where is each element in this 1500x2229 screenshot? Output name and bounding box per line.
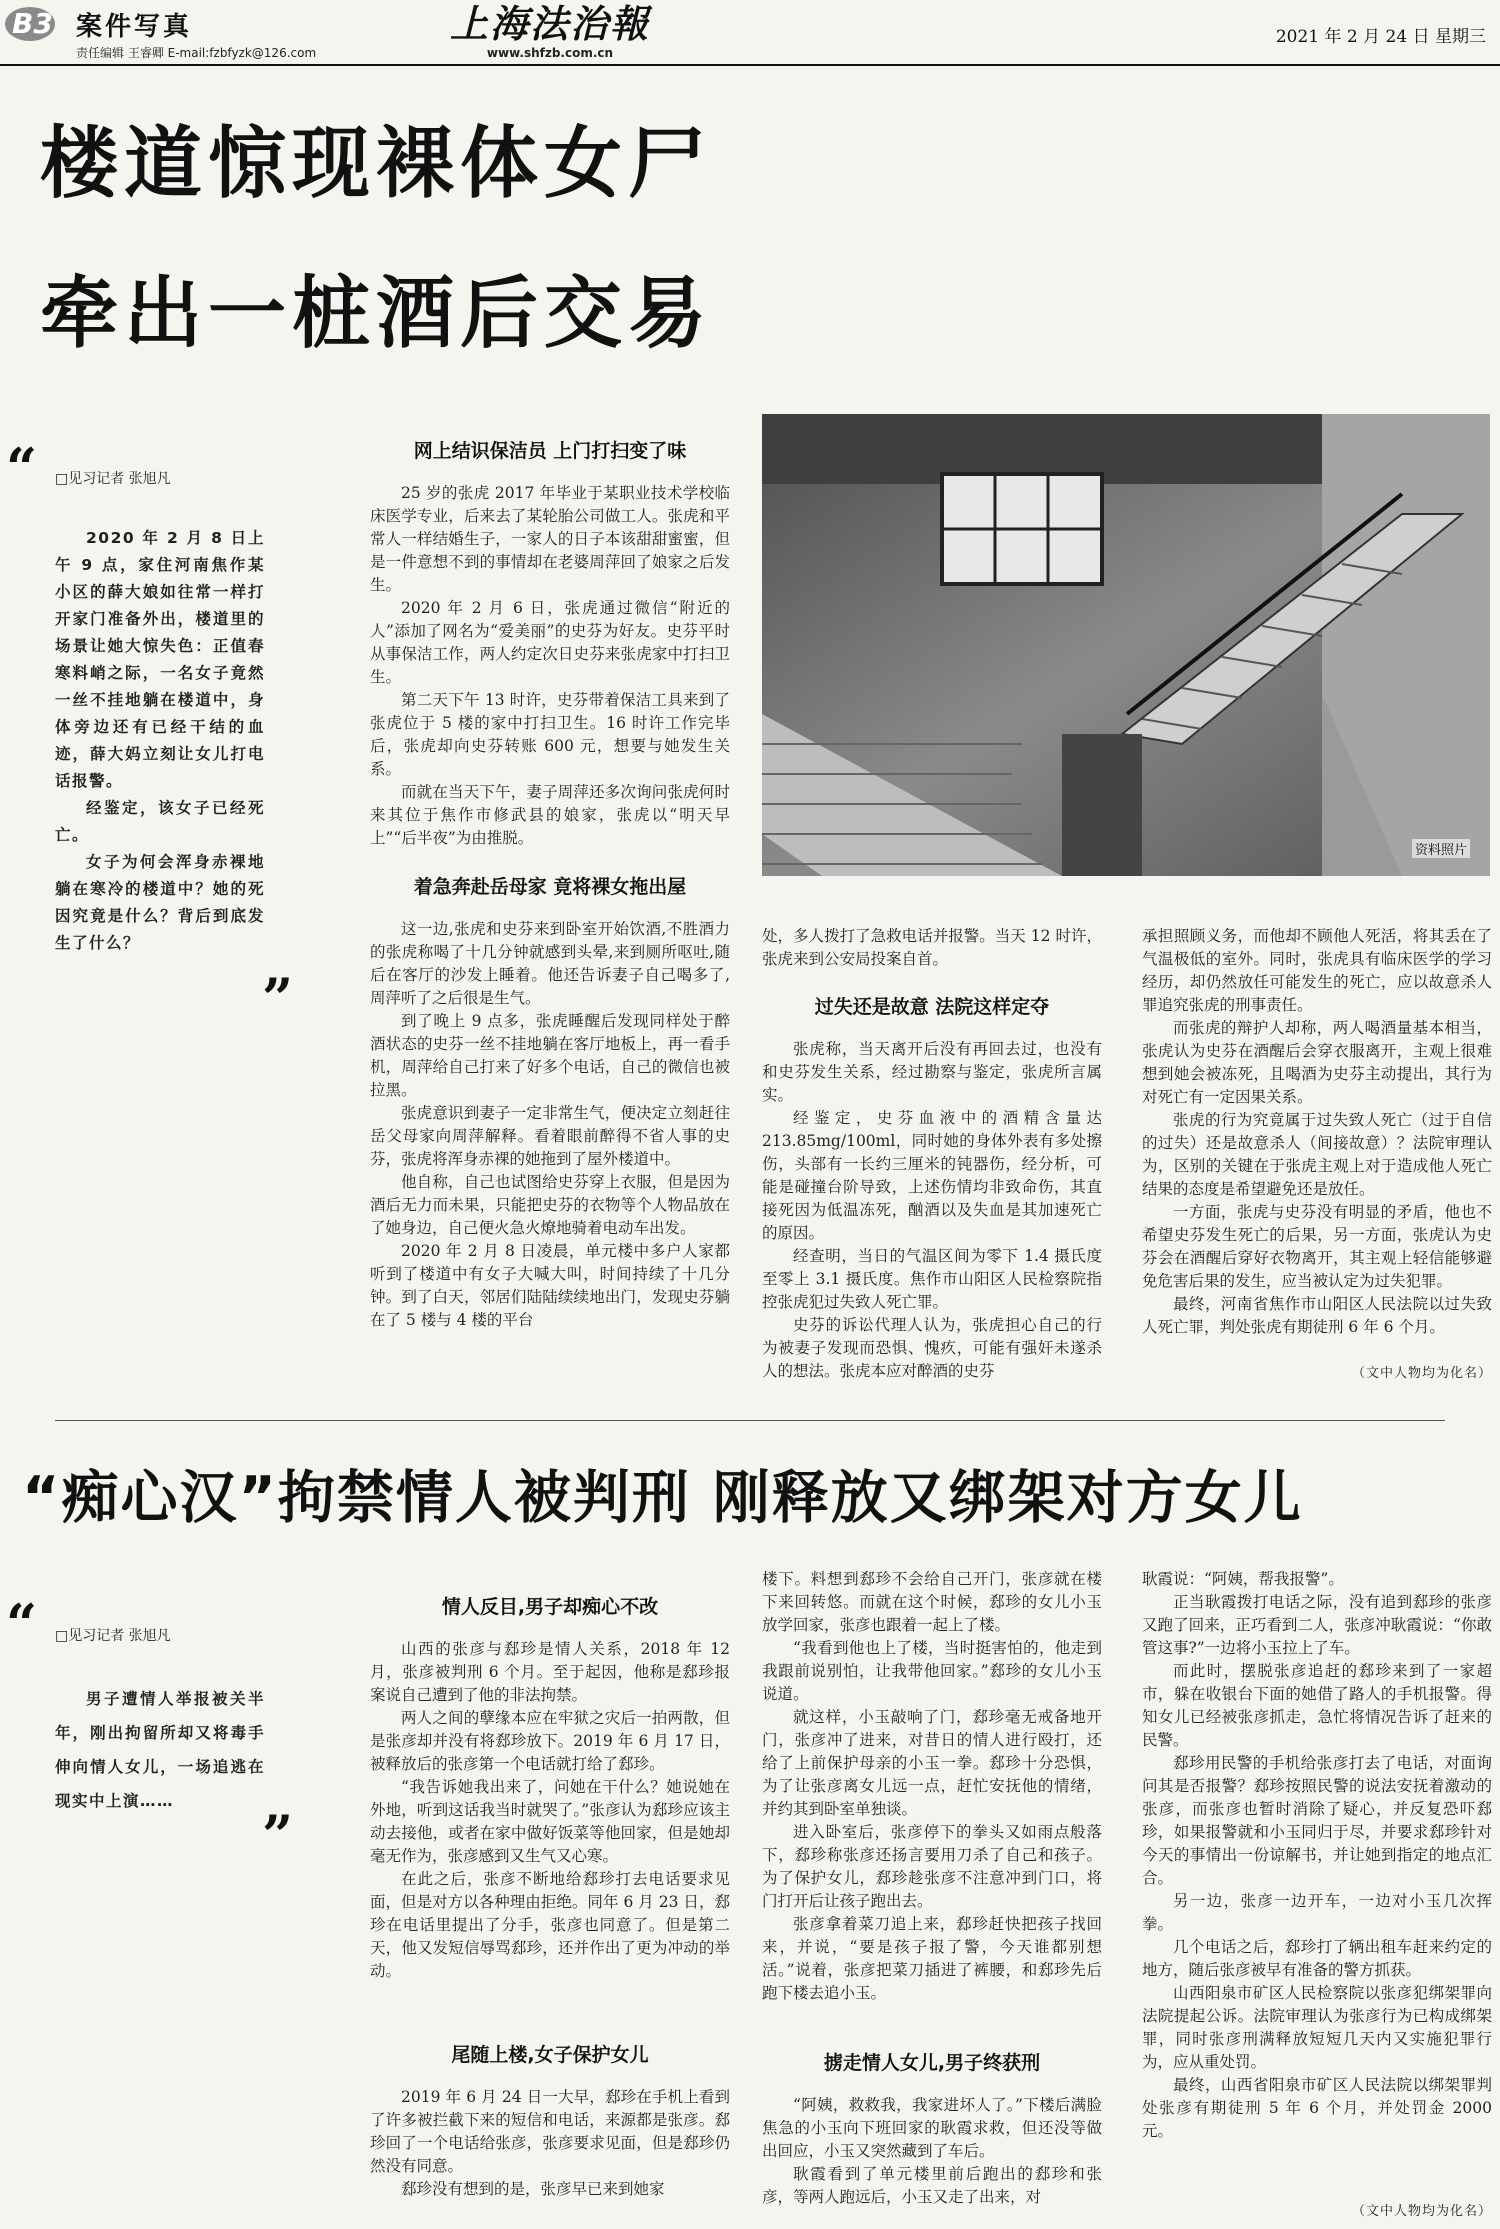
article2-col2-bottom xyxy=(370,2086,730,2201)
open-quote-1: “ xyxy=(6,436,38,500)
editor-line: 责任编辑 王睿卿 E-mail:fzbfyzk@126.com xyxy=(76,46,317,60)
paragraph: 承担照顾义务，而他却不顾他人死活，将其丢在了气温极低的室外。同时，张虎具有临床医学的学习经历，却仍然放任可能发生的死亡，应以故意杀人罪追究张虎的刑事责任。 xyxy=(1142,927,1492,1014)
paragraph: 而此时，摆脱张彦追赶的郄珍来到了一家超市，躲在收银台下面的她借了路人的手机报警。得知女儿已经被张彦抓走，急忙将情况告诉了赶来的民警。 xyxy=(1142,1662,1492,1749)
paragraph: 经鉴定，史芬血液中的酒精含量达 213.85mg/100ml，同时她的身体外表有多处擦伤，头部有一长约三厘米的钝器伤，经分析，可能是碰撞台阶导致，上述伤情均非致命伤，其直接死因为低温冻死，酗酒以及失血是其加速死亡的原因。 xyxy=(762,1109,1102,1242)
article2-col3-top xyxy=(762,1568,1102,2005)
page-number: B3 xyxy=(12,7,53,40)
headline-2: “痴心汉”拘禁情人被判刑 刚释放又绑架对方女儿 xyxy=(22,1465,1303,1531)
paragraph: 在此之后，张彦不断地给郄珍打去电话要求见面，但是对方以各种理由拒绝。同年 6 月 23 日，郄珍在电话里提出了分手，张彦也同意了。但是第二天，他又发短信辱骂郄珍，还并作出了更为冲动的举动。 xyxy=(370,1870,730,1980)
paragraph: 楼下。料想到郄珍不会给自己开门，张彦就在楼下来回转悠。而就在这个时候，郄珍的女儿小玉放学回家，张彦也跟着一起上了楼。 xyxy=(762,1570,1102,1634)
subhead-2-2: 尾随上楼,女子保护女儿 xyxy=(451,2044,649,2066)
masthead-text: 上海法治報 xyxy=(449,1,650,46)
paragraph: 2020 年 2 月 8 日凌晨，单元楼中多户人家都听到了楼道中有女子大喊大叫，时间持续了十几分钟。到了白天，邻居们陆陆续续地出门，发现史芬躺在了 5 楼与 4 楼的平台 xyxy=(370,1242,730,1329)
paragraph: “我看到他也上了楼，当时挺害怕的，他走到我跟前说别怕，让我带他回家。”郄珍的女儿小玉说道。 xyxy=(762,1639,1102,1703)
byline-2: □见习记者 张旭凡 xyxy=(55,1628,171,1644)
paragraph: 山西的张彦与郄珍是情人关系，2018 年 12 月，张彦被判刑 6 个月。至于起因，他称是郄珍报案说自己遭到了他的非法拘禁。 xyxy=(370,1640,730,1704)
paragraph: 张虎的行为究竟属于过失致人死亡（过于自信的过失）还是故意杀人（间接故意）？法院审理认为，区别的关键在于张虎主观上对于造成他人死亡结果的态度是希望避免还是放任。 xyxy=(1142,1111,1492,1198)
paragraph: 正当耿霞拨打电话之际，没有追到郄珍的张彦又跑了回来，正巧看到二人，张彦冲耿霞说：“你敢管这事?”一边将小玉拉上了车。 xyxy=(1142,1593,1492,1657)
lead-paragraph: 2020 年 2 月 8 日上午 9 点，家住河南焦作某小区的薛大娘如往常一样打开家门准备外出，楼道里的场景让她大惊失色：正值春寒料峭之际，一名女子竟然一丝不挂地躺在楼道中，身体旁边还有已经干结的血迹，薛大妈立刻让女儿打电话报警。 xyxy=(55,529,265,790)
paragraph: 郄珍没有想到的是，张彦早已来到她家 xyxy=(401,2180,665,2198)
paragraph: 第二天下午 13 时许，史芬带着保洁工具来到了张虎位于 5 楼的家中打扫卫生。16 时许工作完毕后，张虎却向史芬转账 600 元，想要与她发生关系。 xyxy=(370,691,730,778)
subhead-1-3: 过失还是故意 法院这样定夺 xyxy=(814,996,1050,1018)
header-rule xyxy=(0,64,1500,66)
paragraph: 而就在当天下午，妻子周萍还多次询问张虎何时来其位于焦作市修武县的娘家，张虎以“明天早上”“后半夜”为由推脱。 xyxy=(370,783,730,847)
article-divider xyxy=(55,1420,1445,1421)
lead-2 xyxy=(55,1682,265,1818)
paragraph: “我告诉她我出来了，问她在干什么？她说她在外地，听到这话我当时就哭了。”张彦认为郄珍应该主动去接他，或者在家中做好饭菜等他回家，但是她却毫无作为，张彦感到又生气又心寒。 xyxy=(370,1778,730,1865)
names-note-2: （文中人物均为化名） xyxy=(1351,2204,1492,2219)
headline-1-line2: 牵出一桩酒后交易 xyxy=(40,269,713,359)
paragraph: 几个电话之后，郄珍打了辆出租车赶来约定的地方，随后张彦被早有准备的警方抓获。 xyxy=(1142,1938,1492,1979)
paragraph: 进入卧室后，张彦停下的拳头又如雨点般落下，郄珍称张彦还扬言要用刀杀了自己和孩子。为了保护女儿，郄珍趁张彦不注意冲到门口，将门打开后让孩子跑出去。 xyxy=(762,1823,1102,1910)
paragraph: 而张虎的辩护人却称，两人喝酒量基本相当，张虎认为史芬在酒醒后会穿衣服离开，主观上很难想到她会被冻死，且喝酒为史芬主动提出，其行为对死亡有一定因果关系。 xyxy=(1142,1019,1492,1106)
website: www.shfzb.com.cn xyxy=(486,46,614,60)
paragraph: 张虎称，当天离开后没有再回去过，也没有和史芬发生关系，经过勘察与鉴定，张虎所言属实。 xyxy=(762,1040,1102,1104)
byline-1: □见习记者 张旭凡 xyxy=(55,471,171,487)
paragraph: 2019 年 6 月 24 日一大早，郄珍在手机上看到了许多被拦截下来的短信和电话，来源都是张彦。郄珍回了一个电话给张彦，张彦要求见面，但是郄珍仍然没有同意。 xyxy=(370,2088,730,2175)
photo-caption: 资料照片 xyxy=(1412,839,1470,858)
lead-paragraph: 经鉴定，该女子已经死亡。 xyxy=(55,799,265,844)
paragraph: 史芬的诉讼代理人认为，张虎担心自己的行为被妻子发现而恐惧、愧疚，可能有强奸未遂杀人的想法。张虎本应对醉酒的史芬 xyxy=(762,1316,1102,1380)
section-title: 案件写真 xyxy=(76,12,193,42)
article1-col3-bottom xyxy=(762,1038,1102,1383)
article2-col4 xyxy=(1142,1568,1492,2143)
paragraph: 耿霞说：“阿姨，帮我报警”。 xyxy=(1142,1570,1344,1588)
paragraph: 一方面，张虎与史芬没有明显的矛盾，他也不希望史芬发生死亡的后果，另一方面，张虎认为史芬会在酒醒后穿好衣物离开，其主观上轻信能够避免危害后果的发生，应当被认定为过失犯罪。 xyxy=(1142,1203,1492,1290)
article1-col2-top xyxy=(370,482,730,850)
headline-1-line1: 楼道惊现裸体女尸 xyxy=(40,119,713,209)
paragraph: 张彦拿着菜刀追上来，郄珍赶快把孩子找回来，并说，“要是孩子报了警，今天谁都别想活。”说着，张彦把菜刀插进了裤腰，和郄珍先后跑下楼去追小玉。 xyxy=(762,1915,1102,2002)
open-quote-2: “ xyxy=(6,1592,38,1656)
subhead-2-1: 情人反目,男子却痴心不改 xyxy=(441,1596,659,1618)
paragraph: 这一边,张虎和史芬来到卧室开始饮酒,不胜酒力的张虎称喝了十几分钟就感到头晕,来到厕所呕吐,随后在客厅的沙发上睡着。他还告诉妻子自己喝多了,周萍听了之后很是生气。 xyxy=(370,920,730,1007)
close-quote-1: ” xyxy=(262,966,294,1030)
paragraph: 就这样，小玉敲响了门，郄珍毫无戒备地开门，张彦冲了进来，对昔日的情人进行殴打，还给了上前保护母亲的小玉一拳。郄珍十分恐惧，为了让张彦离女儿远一点，赶忙安抚他的情绪，并约其到卧室单独谈。 xyxy=(762,1708,1102,1818)
article1-col3-top xyxy=(762,925,1102,971)
subhead-2-3: 掳走情人女儿,男子终获刑 xyxy=(823,2052,1041,2074)
close-quote-2: ” xyxy=(262,1803,294,1867)
subhead-1-1: 网上结识保洁员 上门打扫变了味 xyxy=(413,440,687,462)
names-note-1: （文中人物均为化名） xyxy=(1351,1366,1492,1381)
paragraph: 张虎意识到妻子一定非常生气，便决定立刻赶往岳父母家向周萍解释。看着眼前醉得不省人事的史芬，张虎将浑身赤裸的她拖到了屋外楼道中。 xyxy=(370,1104,730,1168)
paragraph: 经查明，当日的气温区间为零下 1.4 摄氏度至零上 3.1 摄氏度。焦作市山阳区人民检察院指控张虎犯过失致人死亡罪。 xyxy=(762,1247,1102,1311)
stairwell-photo xyxy=(762,414,1490,876)
paragraph: 另一边，张彦一边开车，一边对小玉几次挥拳。 xyxy=(1142,1892,1492,1933)
page-badge xyxy=(4,6,66,42)
paragraph: 耿霞看到了单元楼里前后跑出的郄珍和张彦，等两人跑远后，小玉又走了出来，对 xyxy=(762,2165,1102,2206)
paragraph: 到了晚上 9 点多，张虎睡醒后发现同样处于醉酒状态的史芬一丝不挂地躺在客厅地板上，再一看手机，周萍给自己打来了好多个电话，自己的微信也被拉黑。 xyxy=(370,1012,730,1099)
paragraph: 两人之间的孽缘本应在牢狱之灾后一拍两散，但是张彦却并没有将郄珍放下。2019 年 6 月 17 日，被释放后的张彦第一个电话就打给了郄珍。 xyxy=(370,1709,730,1773)
article2-col2-top xyxy=(370,1638,730,1983)
lead-1 xyxy=(55,525,265,957)
paragraph: 最终，河南省焦作市山阳区人民法院以过失致人死亡罪，判处张虎有期徒刑 6 年 6 个月。 xyxy=(1142,1295,1492,1336)
lead-paragraph: 女子为何会浑身赤裸地躺在寒冷的楼道中？她的死因究竟是什么？背后到底发生了什么？ xyxy=(55,853,265,952)
subhead-1-2: 着急奔赴岳母家 竟将裸女拖出屋 xyxy=(413,876,687,898)
article2-col3-bottom xyxy=(762,2094,1102,2209)
paragraph: 最终，山西省阳泉市矿区人民法院以绑架罪判处张彦有期徒刑 5 年 6 个月，并处罚金 2000 元。 xyxy=(1142,2076,1492,2140)
lead-paragraph: 男子遭情人举报被关半年，刚出拘留所却又将毒手伸向情人女儿，一场追逃在现实中上演…… xyxy=(55,1690,265,1810)
paragraph: 2020 年 2 月 6 日，张虎通过微信“附近的人”添加了网名为“爱美丽”的史芬为好友。史芬平时从事保洁工作，两人约定次日史芬来张虎家中打扫卫生。 xyxy=(370,599,730,686)
issue-date: 2021 年 2 月 24 日 星期三 xyxy=(1275,27,1486,47)
paragraph: 他自称，自己也试图给史芬穿上衣服，但是因为酒后无力而未果，只能把史芬的衣物等个人物品放在了她身边，自己便火急火燎地骑着电动车出发。 xyxy=(370,1173,730,1237)
paragraph: 处，多人拨打了急救电话并报警。当天 12 时许，张虎来到公安局投案自首。 xyxy=(762,927,1102,968)
paragraph: “阿姨，救救我，我家进坏人了。”下楼后满脸焦急的小玉向下班回家的耿霞求救，但还没等做出回应，小玉又突然藏到了车后。 xyxy=(762,2096,1102,2160)
masthead-logo xyxy=(400,2,700,60)
paragraph: 郄珍用民警的手机给张彦打去了电话，对面询问其是否报警？郄珍按照民警的说法安抚着激动的张彦，而张彦也暂时消除了疑心，并反复恐吓郄珍，如果报警就和小玉同归于尽，并要求郄珍针对今天的事情出一份谅解书，并让她到指定的地点汇合。 xyxy=(1142,1754,1492,1887)
paragraph: 山西阳泉市矿区人民检察院以张彦犯绑架罪向法院提起公诉。法院审理认为张彦行为已构成绑架罪，同时张彦刑满释放短短几天内又实施犯罪行为，应从重处罚。 xyxy=(1142,1984,1492,2071)
article1-col4 xyxy=(1142,925,1492,1339)
paragraph: 25 岁的张虎 2017 年毕业于某职业技术学校临床医学专业，后来去了某轮胎公司做工人。张虎和平常人一样结婚生子，一家人的日子本该甜甜蜜蜜，但是一件意想不到的事情却在老婆周萍回了娘家之后发生。 xyxy=(370,484,730,594)
article1-col2-bottom xyxy=(370,918,730,1332)
